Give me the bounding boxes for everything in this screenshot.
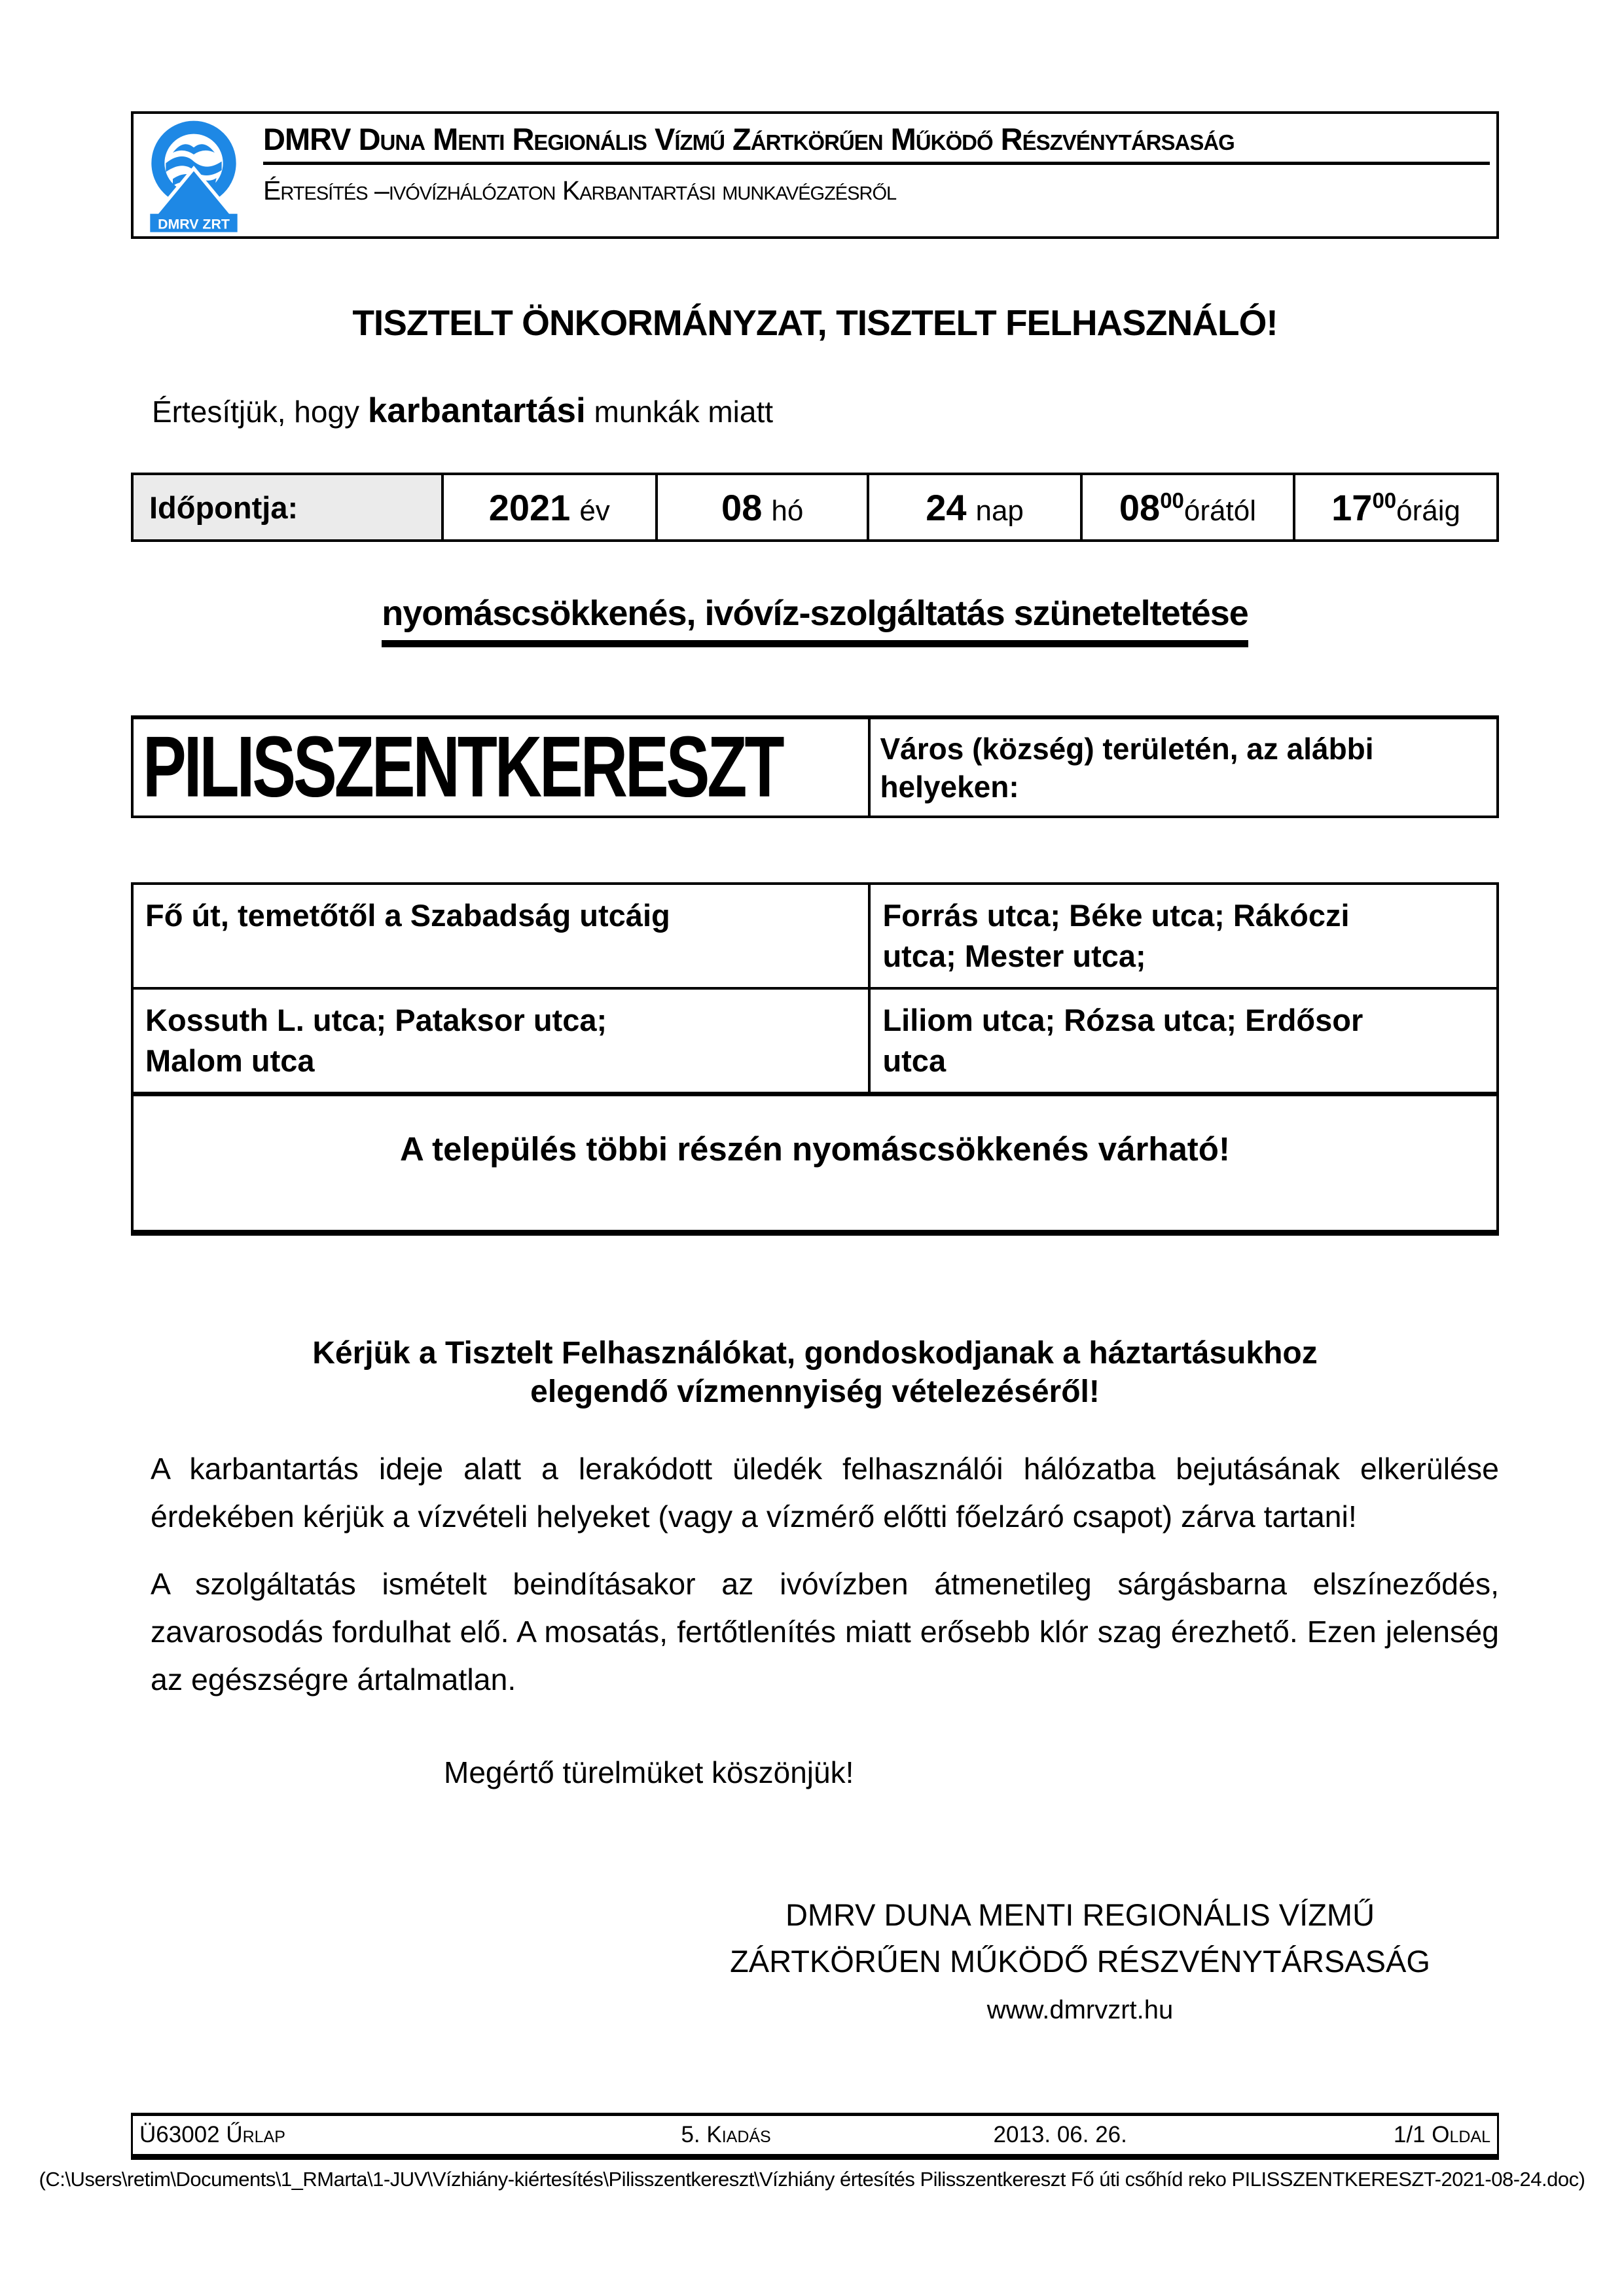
footer-bar — [131, 2113, 1499, 2160]
paragraph-maintenance: A karbantartás ideje alatt a lerakódott üledék felhasználói hálózatba bejutásának elkerülése érdekében kérjük a vízvételi helyeket (vagy a vízmérő előtti főelzáró csapot) zárva tartani! — [151, 1452, 1499, 1534]
pressure-note: A település többi részén nyomáscsökkenés várható! — [132, 1094, 1498, 1233]
signature-line1: DMRV DUNA MENTI REGIONÁLIS VÍZMŰ — [785, 1897, 1375, 1932]
header-text — [255, 114, 1496, 236]
schedule-to-cell — [1294, 474, 1498, 541]
logo-label: DMRV ZRT — [158, 216, 230, 232]
schedule-table — [131, 473, 1499, 542]
page-content — [131, 0, 1499, 2034]
website-link: www.dmrvzrt.hu — [986, 1996, 1174, 2024]
paragraph-water-quality: A szolgáltatás ismételt beindításakor az ivóvízben átmenetileg sárgásbarna elszíneződés, zavarosodás fordulhat elő. A mosatás, fertőtlenítés miatt erősebb klór szag érezhető. Ezen jelenség az egészségre ártalmatlan. — [151, 1567, 1499, 1696]
schedule-row — [132, 474, 1498, 541]
intro-line — [131, 391, 1499, 431]
street-cell — [132, 988, 869, 1094]
schedule-day-cell — [868, 474, 1081, 541]
year-value: 2021 — [488, 486, 571, 528]
location-table — [131, 715, 1499, 818]
streets-table — [131, 882, 1499, 1236]
impact-heading-wrap — [131, 593, 1499, 647]
to-hour: 17 — [1331, 486, 1373, 528]
year-unit: év — [579, 494, 610, 527]
notice-subtitle: Értesítés –ivóvízhálózaton Karbantartási munkavégzésről — [263, 175, 897, 206]
street-row — [132, 884, 1498, 988]
day-unit: nap — [975, 494, 1024, 527]
month-value: 08 — [721, 486, 763, 528]
schedule-year-cell — [442, 474, 657, 541]
street-cell — [869, 988, 1498, 1094]
street-line: Fő út, temetőtől a Szabadság utcáig — [145, 898, 670, 933]
street-cell — [132, 884, 869, 988]
schedule-label-cell: Időpontja: — [132, 474, 442, 541]
street-line: Liliom utca; Rózsa utca; Erdősor — [882, 1003, 1363, 1037]
footer-form-id: Ü63002 Űrlap — [139, 2122, 285, 2147]
location-row — [132, 717, 1498, 817]
from-unit: órától — [1183, 494, 1256, 527]
street-row — [132, 988, 1498, 1094]
to-minutes: 00 — [1372, 488, 1397, 513]
street-line: Kossuth L. utca; Pataksor utca; — [145, 1003, 607, 1037]
footer-page-number: 1/1 Oldal — [1393, 2122, 1490, 2147]
schedule-from-cell — [1081, 474, 1294, 541]
intro-prefix: Értesítjük, hogy — [152, 395, 368, 429]
location-name: PILISSZENTKERESZT — [143, 718, 782, 816]
street-line: Forrás utca; Béke utca; Rákóczi — [882, 898, 1350, 933]
intro-bold: karbantartási — [367, 391, 586, 430]
intro-suffix: munkák miatt — [585, 395, 774, 429]
month-unit: hó — [771, 494, 804, 527]
street-line: utca — [882, 1043, 947, 1078]
header-box — [131, 111, 1499, 239]
dmrv-logo — [134, 114, 255, 236]
footer-date: 2013. 06. 26. — [993, 2122, 1127, 2147]
signature-block — [720, 1892, 1440, 2034]
note-row — [132, 1094, 1498, 1233]
file-path: (C:\Users\retim\Documents\1_RMarta\1-JUV\Vízhiány-kiértesítés\Pilisszentkereszt\Vízhiány értesítés Pilisszentkereszt Fő úti csőhíd reko PILISSZENTKERESZT-2021-08-24.doc) — [39, 2168, 1585, 2191]
from-hour: 08 — [1119, 486, 1161, 528]
page-title: TISZTELT ÖNKORMÁNYZAT, TISZTELT FELHASZNÁLÓ! — [352, 302, 1278, 343]
street-line: utca; Mester utca; — [882, 939, 1146, 973]
signature-line2: ZÁRTKÖRŰEN MŰKÖDŐ RÉSZVÉNYTÁRSASÁG — [730, 1944, 1430, 1979]
to-unit: óráig — [1396, 494, 1460, 527]
header-divider — [263, 162, 1490, 165]
company-name: DMRV Duna Menti Regionális Vízmű Zártkörűen Működő Részvénytársaság — [263, 122, 1235, 156]
footer-edition: 5. Kiadás — [681, 2122, 771, 2147]
street-cell — [869, 884, 1498, 988]
day-value: 24 — [926, 486, 967, 528]
request-text: Kérjük a Tisztelt Felhasználókat, gondoskodjanak a háztartásukhoz elegendő vízmennyiség vételezéséről! — [312, 1336, 1318, 1409]
impact-heading: nyomáscsökkenés, ivóvíz-szolgáltatás szüneteltetése — [382, 593, 1248, 647]
location-description: Város (község) területén, az alábbi helyeken: — [869, 717, 1498, 817]
street-line: Malom utca — [145, 1043, 315, 1078]
from-minutes: 00 — [1160, 488, 1184, 513]
thanks-line: Megértő türelmüket köszönjük! — [444, 1755, 854, 1789]
schedule-month-cell — [657, 474, 868, 541]
location-name-cell — [132, 717, 869, 817]
dmrv-logo-icon — [141, 118, 246, 233]
